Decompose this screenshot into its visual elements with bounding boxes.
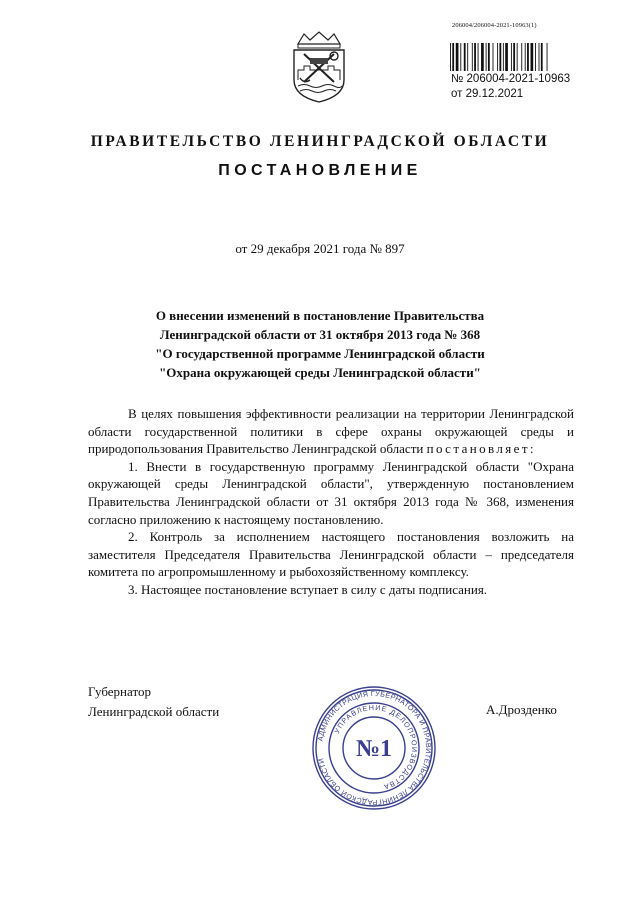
stamp-ring-text: АДМИНИСТРАЦИЯ ГУБЕРНАТОРА И ПРАВИТЕЛЬСТВА ЛЕНИНГРАДСКОЙ ОБЛАСТИ — [315, 688, 434, 808]
subject-line: О внесении изменений в постановление Правительства — [155, 308, 485, 323]
item-paragraph: 2. Контроль за исполнением настоящего постановления возложить на заместителя Председателя Правительства Ленинградской области – председателя комитета по агропромышленному и рыбохозяйственному комплексу. — [88, 529, 574, 580]
subject-line: "Охрана окружающей среды Ленинградской области" — [159, 365, 481, 380]
signer-title — [88, 682, 219, 722]
document-subject — [0, 306, 640, 382]
document-reference: 206004/206004-2021-10963(1) — [452, 22, 537, 29]
registration-date: от 29.12.2021 — [451, 88, 524, 100]
preamble-text: В целях повышения эффективности реализации на территории Ленинградской области государственной политики в сфере охраны окружающей среды и природопользования Правительство Ленинградской области — [88, 406, 574, 457]
registration-number: № 206004-2021-10963 — [451, 73, 571, 85]
resolves-word: постановляет — [426, 441, 530, 457]
organization-title: ПРАВИТЕЛЬСТВО ЛЕНИНГРАДСКОЙ ОБЛАСТИ — [90, 133, 550, 150]
document-type-heading: ПОСТАНОВЛЕНИЕ — [218, 162, 422, 179]
document-body — [88, 405, 574, 599]
document-date-line: от 29 декабря 2021 года № 897 — [235, 241, 405, 256]
subject-line: Ленинградской области от 31 октября 2013 года № 368 — [159, 327, 481, 342]
coat-of-arms-icon — [284, 30, 354, 104]
preamble-paragraph: В целях повышения эффективности реализации на территории Ленинградской области государственной политики в сфере охраны окружающей среды и природопользования Правительство Ленинградской области постановляет: — [88, 406, 574, 457]
stamp-inner-text: УПРАВЛЕНИЕ ДЕЛОПРОИЗВОДСТВА — [332, 702, 420, 792]
official-stamp — [310, 684, 438, 812]
signer-name: А.Дрозденко — [486, 702, 557, 717]
item-paragraph: 1. Внести в государственную программу Ленинградской области "Охрана окружающей среды Ленинградской области", утвержденную постановлением Правительства Ленинградской области от 31 октября 2013 года № 368, изменения согласно приложению к настоящему постановлению. — [88, 458, 574, 527]
barcode-icon — [448, 43, 588, 71]
signer-title-line: Губернатор — [88, 684, 151, 699]
signer-title-line: Ленинградской области — [88, 704, 220, 719]
subject-line: "О государственной программе Ленинградской области — [155, 346, 485, 361]
stamp-number: №1 — [355, 736, 393, 762]
item-paragraph: 3. Настоящее постановление вступает в силу с даты подписания. — [128, 581, 488, 597]
